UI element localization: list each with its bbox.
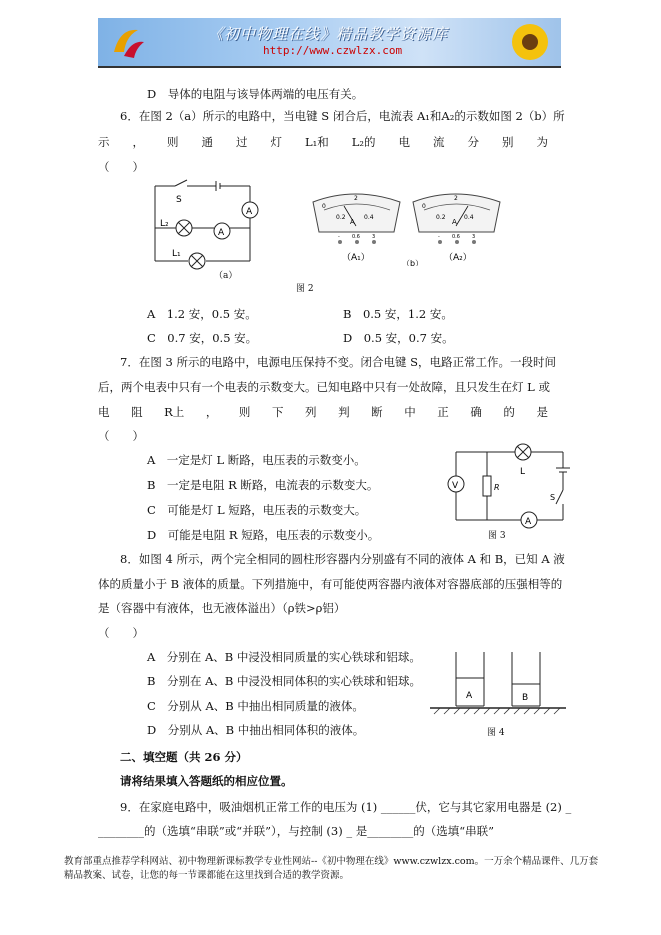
q9-line1: 9．在家庭电路中，吸油烟机正常工作的电压为 (1) ______伏，它与其它家用电器是 (2) _ bbox=[120, 800, 572, 814]
liquid-a-label: A bbox=[466, 691, 473, 701]
q6-answer-paren: （ ） bbox=[98, 160, 144, 174]
meter2-scale-0: 0 bbox=[422, 203, 426, 210]
page-footer: 教育部重点推荐学科网站、初中物理新课标教学专业性网站--《初中物理在线》www.czwlzx.com。一万余个精品课件、几万套精品教案、试卷，让您的每一节课都能在这里找到合适的教学资源。 bbox=[64, 856, 599, 881]
q8-line3: 是（容器中有液体，也无液体溢出）（ρ铁>ρ铝） bbox=[98, 601, 346, 615]
q7-line2: 后，两个电表中只有一个电表的示数变大。已知电路中只有一处故障，且只发生在灯 L 或 bbox=[98, 380, 550, 394]
meter2-caption: （A₂） bbox=[444, 253, 472, 263]
switch-label: S bbox=[550, 493, 556, 502]
resistor-label: R bbox=[494, 483, 500, 492]
lamp-l2-label: L₂ bbox=[160, 219, 169, 229]
meter2-terminal-06: 0.6 bbox=[452, 234, 460, 240]
header-banner bbox=[98, 18, 561, 68]
figure-2a-circuit bbox=[150, 176, 265, 276]
meter1-terminal-06: 0.6 bbox=[352, 234, 360, 240]
figure-4-containers bbox=[430, 648, 570, 718]
q5-option-d: D 导体的电阻与该导体两端的电压有关。 bbox=[147, 87, 364, 101]
q6-line1: 6．在图 2（a）所示的电路中，当电键 S 闭合后，电流表 A₁和A₂的示数如图 2（b）所 bbox=[120, 109, 565, 123]
sunflower-icon bbox=[507, 20, 553, 64]
q7-option-c: C 可能是灯 L 短路，电压表的示数变大。 bbox=[147, 503, 367, 517]
liquid-b-label: B bbox=[522, 693, 529, 703]
q6-option-a: A 1.2 安，0.5 安。 bbox=[147, 307, 257, 321]
ammeter-label: A bbox=[525, 517, 532, 527]
q8-line1: 8．如图 4 所示，两个完全相同的圆柱形容器内分别盛有不同的液体 A 和 B，已知 A 液 bbox=[120, 552, 565, 566]
meter1-scale-0: 0 bbox=[322, 203, 326, 210]
figure-2a-label: （a） bbox=[214, 271, 238, 281]
section-2-heading: 二、填空题（共 26 分） bbox=[120, 750, 248, 764]
figure-3-caption: 图 3 bbox=[488, 531, 506, 541]
meter2-scale-02: 0.2 bbox=[436, 214, 446, 221]
meter1-caption: （A₁） bbox=[342, 253, 370, 263]
meter1-scale-2: 2 bbox=[354, 195, 358, 202]
meter2-unit: A bbox=[452, 218, 457, 226]
site-url[interactable]: http://www.czwlzx.com bbox=[263, 44, 403, 57]
q8-option-b: B 分别在 A、B 中浸没相同体积的实心铁球和铝球。 bbox=[147, 674, 422, 688]
q7-answer-paren: （ ） bbox=[98, 429, 144, 443]
q8-line2: 体的质量小于 B 液体的质量。下列措施中，有可能使两容器内液体对容器底部的压强相等的 bbox=[98, 577, 563, 591]
q7-option-a: A 一定是灯 L 断路，电压表的示数变小。 bbox=[147, 453, 366, 467]
q6-option-b: B 0.5 安，1.2 安。 bbox=[343, 307, 453, 321]
meter2-scale-04: 0.4 bbox=[464, 214, 474, 221]
lamp-l1-label: L₁ bbox=[172, 249, 181, 259]
meter1-terminal-3: 3 bbox=[372, 234, 376, 240]
voltmeter-label: V bbox=[452, 481, 459, 491]
q9-line2: ________的（选填“串联”或“并联”），与控制 (3) _ 是________的（选填“串联” bbox=[98, 824, 495, 838]
q6-option-c: C 0.7 安，0.5 安。 bbox=[147, 331, 258, 345]
q7-line1: 7．在图 3 所示的电路中，电源电压保持不变。闭合电键 S，电路正常工作。一段时间 bbox=[120, 355, 556, 369]
q8-answer-paren: （ ） bbox=[98, 626, 144, 640]
figure-2b-label: （b） bbox=[402, 259, 424, 266]
section-2-instruction: 请将结果填入答题纸的相应位置。 bbox=[120, 774, 293, 788]
q8-option-a: A 分别在 A、B 中浸没相同质量的实心铁球和铝球。 bbox=[147, 650, 421, 664]
q7-option-d: D 可能是电阻 R 短路，电压表的示数变小。 bbox=[147, 528, 380, 542]
q6-option-d: D 0.5 安，0.7 安。 bbox=[343, 331, 454, 345]
meter2-scale-2: 2 bbox=[454, 195, 458, 202]
switch-label: S bbox=[176, 195, 182, 205]
figure-2b-meters bbox=[310, 188, 510, 266]
q6-line2: 示 ， 则 通 过 灯 L₁和 L₂的 电 流 分 别 为 bbox=[98, 135, 548, 149]
meter1-scale-04: 0.4 bbox=[364, 214, 374, 221]
ammeter-a1-label: A bbox=[246, 207, 253, 217]
q7-option-b: B 一定是电阻 R 断路，电流表的示数变大。 bbox=[147, 478, 379, 492]
figure-4-caption: 图 4 bbox=[487, 728, 505, 738]
figure-2-caption: 图 2 bbox=[296, 284, 314, 294]
ammeter-a2-label: A bbox=[218, 228, 225, 238]
q7-line3: 电 阻 R上 ， 则 下 列 判 断 中 正 确 的 是 bbox=[98, 405, 548, 419]
meter2-terminal-3: 3 bbox=[472, 234, 476, 240]
lamp-label: L bbox=[520, 467, 526, 477]
meter1-scale-02: 0.2 bbox=[336, 214, 346, 221]
figure-3-circuit bbox=[440, 440, 580, 540]
meter2-terminal-minus: - bbox=[438, 234, 440, 240]
meter1-terminal-minus: - bbox=[338, 234, 340, 240]
site-title: 《初中物理在线》精品教学资源库 bbox=[208, 25, 449, 43]
q8-option-d: D 分别从 A、B 中抽出相同体积的液体。 bbox=[147, 723, 365, 737]
meter1-unit: A bbox=[350, 218, 355, 226]
site-logo-icon bbox=[108, 22, 148, 62]
q8-option-c: C 分别从 A、B 中抽出相同质量的液体。 bbox=[147, 699, 364, 713]
